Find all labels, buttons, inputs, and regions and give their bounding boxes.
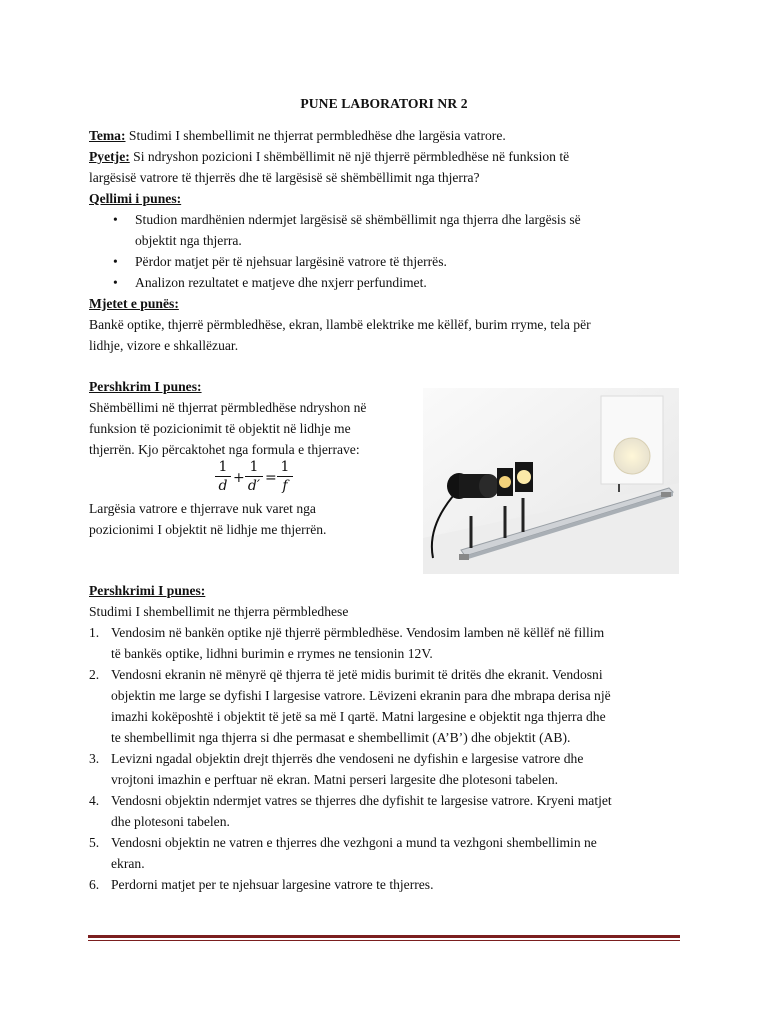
numerator: 1 bbox=[218, 459, 228, 475]
step-number: 5. bbox=[89, 835, 100, 850]
pershkrim-section bbox=[89, 376, 409, 460]
denominator: d′ bbox=[247, 478, 261, 494]
step-text: Vendosim në bankën optike një thjerrë përmbledhëse. Vendosim lamben në këllëf në fillim bbox=[111, 625, 605, 640]
pyetje-line bbox=[89, 146, 689, 167]
tema-line bbox=[89, 125, 689, 146]
step-number: 4. bbox=[89, 793, 100, 808]
list-item bbox=[89, 832, 689, 874]
list-item-text: • Studion mardhënien ndermjet largësisë së shëmbëllimit nga thjerra dhe largësis së bbox=[135, 212, 581, 227]
list-item bbox=[89, 664, 689, 748]
list-item bbox=[89, 874, 689, 895]
fraction-1-over-dprime bbox=[244, 458, 264, 495]
mjetet-text-cont: lidhje, vizore e shkallëzuar. bbox=[89, 338, 239, 353]
list-item-text-cont: objektit nga thjerra. bbox=[135, 233, 242, 248]
optical-bench-illustration bbox=[423, 388, 679, 574]
step-text: Perdorni matjet per te njehsuar largesine vatrore te thjerres. bbox=[111, 877, 434, 892]
plus-sign: + bbox=[233, 470, 245, 486]
tema-text: Studimi I shembellimit ne thjerrat permbledhëse dhe largësia vatrore. bbox=[125, 128, 506, 143]
procedure-steps bbox=[89, 622, 689, 895]
step-text: Vendosni objektin ne vatren e thjerres dhe vezhgoni a mund ta vezhgoni shembellimin ne bbox=[111, 835, 597, 850]
step-text: dhe plotesoni tabelen. bbox=[111, 814, 230, 829]
denominator: f bbox=[282, 478, 288, 494]
step-text: Vendosni ekranin në mënyrë që thjerra të jetë midis burimit të dritës dhe ekranit. Vendosni bbox=[111, 667, 603, 682]
step-text: objektin me large se dyfishi I largesise vatrore. Lëvizeni ekranin para dhe mbrapa derisa një bbox=[111, 688, 611, 703]
mjetet-text: Bankë optike, thjerrë përmbledhëse, ekran, llambë elektrike me këllëf, burim rryme, tela për bbox=[89, 317, 591, 332]
pershkrim-line: pozicionimi I objektit në lidhje me thjerrën. bbox=[89, 522, 327, 537]
list-item-text: • Analizon rezultatet e matjeve dhe nxjerr perfundimet. bbox=[135, 275, 427, 290]
tema-label: Tema: bbox=[89, 128, 126, 143]
list-item bbox=[89, 622, 689, 664]
pershkrim-line: thjerrën. Kjo përcaktohet nga formula e thjerrave: bbox=[89, 442, 360, 457]
list-item bbox=[89, 209, 689, 251]
list-item bbox=[89, 251, 689, 272]
step-number: 6. bbox=[89, 877, 100, 892]
pyetje-text-cont: largësisë vatrore të thjerrës dhe të largësisë së shëmbëllimit nga thjerra? bbox=[89, 170, 480, 185]
numerator: 1 bbox=[249, 459, 259, 475]
pyetje-text: Si ndryshon pozicioni I shëmbëllimit në një thjerrë përmbledhëse në funksion të bbox=[129, 149, 570, 164]
procedure-intro: Studimi I shembellimit ne thjerra përmbledhese bbox=[89, 604, 349, 619]
step-text: ekran. bbox=[111, 856, 145, 871]
fraction-1-over-d bbox=[214, 458, 232, 495]
page-title: PUNE LABORATORI NR 2 bbox=[300, 96, 468, 111]
procedure-section bbox=[89, 580, 689, 895]
list-item-text: • Përdor matjet për të njehsuar largësinë vatrore të thjerrës. bbox=[135, 254, 447, 269]
procedure-heading: Pershkrimi I punes: bbox=[89, 583, 206, 598]
step-number: 2. bbox=[89, 667, 100, 682]
list-item bbox=[89, 748, 689, 790]
footer-divider bbox=[88, 935, 680, 938]
step-number: 3. bbox=[89, 751, 100, 766]
step-number: 1. bbox=[89, 625, 100, 640]
step-text: te shembellimit nga thjerra si dhe permasat e shembellimit (A’B’) dhe objektit (AB). bbox=[111, 730, 571, 745]
footer-divider-thin bbox=[88, 940, 680, 941]
qellimi-heading: Qellimi i punes: bbox=[89, 191, 182, 206]
pyetje-label: Pyetje: bbox=[89, 149, 130, 164]
pershkrim-line: Shëmbëllimi në thjerrat përmbledhëse ndryshon në bbox=[89, 400, 367, 415]
pershkrim-heading: Pershkrim I punes: bbox=[89, 379, 202, 394]
pershkrim-line: Largësia vatrore e thjerrave nuk varet nga bbox=[89, 501, 316, 516]
fraction-1-over-f bbox=[276, 458, 294, 495]
intro-section bbox=[89, 125, 689, 356]
equals-sign: = bbox=[265, 470, 277, 486]
list-item bbox=[89, 790, 689, 832]
step-text: Vendosni objektin ndermjet vatres se thjerres dhe dyfishit te largesise vatrore. Kryeni matjet bbox=[111, 793, 612, 808]
numerator: 1 bbox=[280, 459, 290, 475]
step-text: Levizni ngadal objektin drejt thjerrës dhe vendoseni ne dyfishin e largesise vatrore dhe bbox=[111, 751, 584, 766]
step-text: imazhi kokëposhtë i objektit të jetë sa më I qartë. Matni largesine e objektit nga thjerra dhe bbox=[111, 709, 606, 724]
optical-bench-photo bbox=[423, 388, 679, 574]
mjetet-heading: Mjetet e punës: bbox=[89, 296, 179, 311]
step-text: vrojtoni imazhin e perftuar në ekran. Matni perseri largesite dhe plotesoni tabelen. bbox=[111, 772, 559, 787]
denominator: d bbox=[218, 478, 228, 494]
pershkrim-line: funksion të pozicionimit të objektit në lidhje me bbox=[89, 421, 351, 436]
pershkrim-after bbox=[89, 498, 409, 540]
list-item bbox=[89, 272, 689, 293]
step-text: të bankës optike, lidhni burimin e rrymes ne tensionin 12V. bbox=[111, 646, 433, 661]
qellimi-list bbox=[89, 209, 689, 293]
